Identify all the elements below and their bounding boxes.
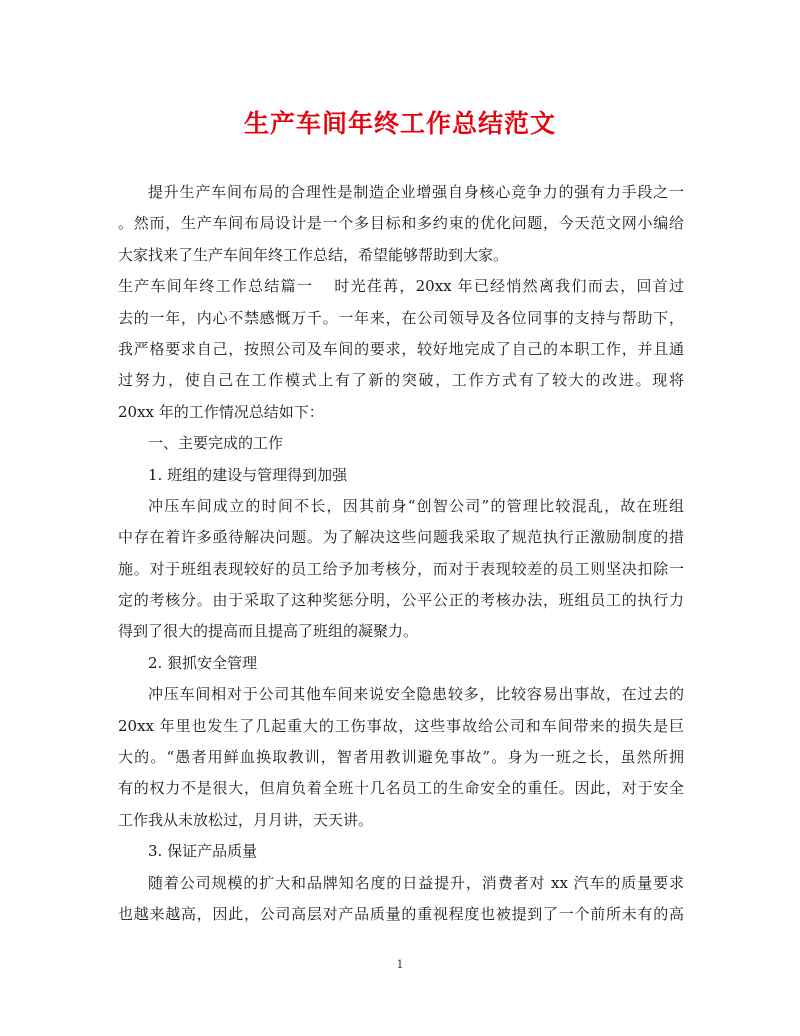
text-line: 工作我从未放松过，月月讲，天天讲。 [118, 810, 374, 829]
text-line: 大的。“愚者用鲜血换取教训，智者用教训避免事故”。身为一班之长，虽然所拥 [118, 748, 684, 767]
section-heading-line [118, 271, 684, 302]
subsection-heading: 2. 狠抓安全管理 [148, 653, 258, 672]
text-line: 有的权力不是很大，但肩负着全班十几名员工的生命安全的重任。因此，对于安全 [118, 779, 684, 798]
text-line: 冲压车间成立的时间不长，因其前身“创智公司”的管理比较混乱，故在班组 [148, 496, 684, 515]
text-line: 去的一年，内心不禁感慨万千。一年来，在公司领导及各位同事的支持与帮助下， [118, 308, 684, 327]
text-line: 提升生产车间布局的合理性是制造企业增强自身核心竞争力的强有力手段之一 [148, 183, 684, 201]
text-line: 大家找来了生产车间年终工作总结，希望能够帮助到大家。 [118, 245, 509, 264]
text-line: 得到了很大的提高而且提高了班组的凝聚力。 [118, 622, 419, 641]
text-line: 过努力，使自己在工作模式上有了新的突破，工作方式有了较大的改进。现将 [118, 371, 684, 390]
section-heading: 生产车间年终工作总结篇一 [118, 277, 314, 296]
text-line: 施。对于班组表现较好的员工给予加考核分，而对于表现较差的员工则坚决扣除一 [118, 559, 684, 578]
text-line: 冲压车间相对于公司其他车间来说安全隐患较多，比较容易出事故，在过去的 [148, 685, 684, 704]
text-line: 我严格要求自己，按照公司及车间的要求，较好地完成了自己的本职工作，并且通 [118, 339, 684, 358]
section-heading: 一、主要完成的工作 [148, 434, 284, 453]
subsection-heading: 3. 保证产品质量 [148, 842, 258, 861]
text-line: 。然而，生产车间布局设计是一个多目标和多约束的优化问题，今天范文网小编给 [118, 214, 684, 233]
subsection-heading: 1. 班组的建设与管理得到加强 [148, 465, 348, 484]
page-number: 1 [396, 958, 404, 971]
text-line: 20xx 年里也发生了几起重大的工伤事故，这些事故给公司和车间带来的损失是巨 [118, 716, 684, 735]
page-title: 生产车间年终工作总结范文 [243, 109, 556, 138]
text-line: 也越来越高，因此，公司高层对产品质量的重视程度也被提到了一个前所未有的高 [118, 904, 684, 923]
document-body [118, 177, 684, 930]
text-line: 定的考核分。由于采取了这种奖惩分明，公平公正的考核办法，班组员工的执行力 [118, 591, 684, 610]
text-run: 时光荏苒，20xx 年已经悄然离我们而去，回首过 [333, 277, 684, 296]
text-line: 随着公司规模的扩大和品牌知名度的日益提升，消费者对 xx 汽车的质量要求 [148, 873, 684, 892]
text-line: 中存在着许多亟待解决问题。为了解决这些问题我采取了规范执行正激励制度的措 [118, 528, 684, 547]
text-line: 20xx 年的工作情况总结如下： [118, 402, 324, 421]
